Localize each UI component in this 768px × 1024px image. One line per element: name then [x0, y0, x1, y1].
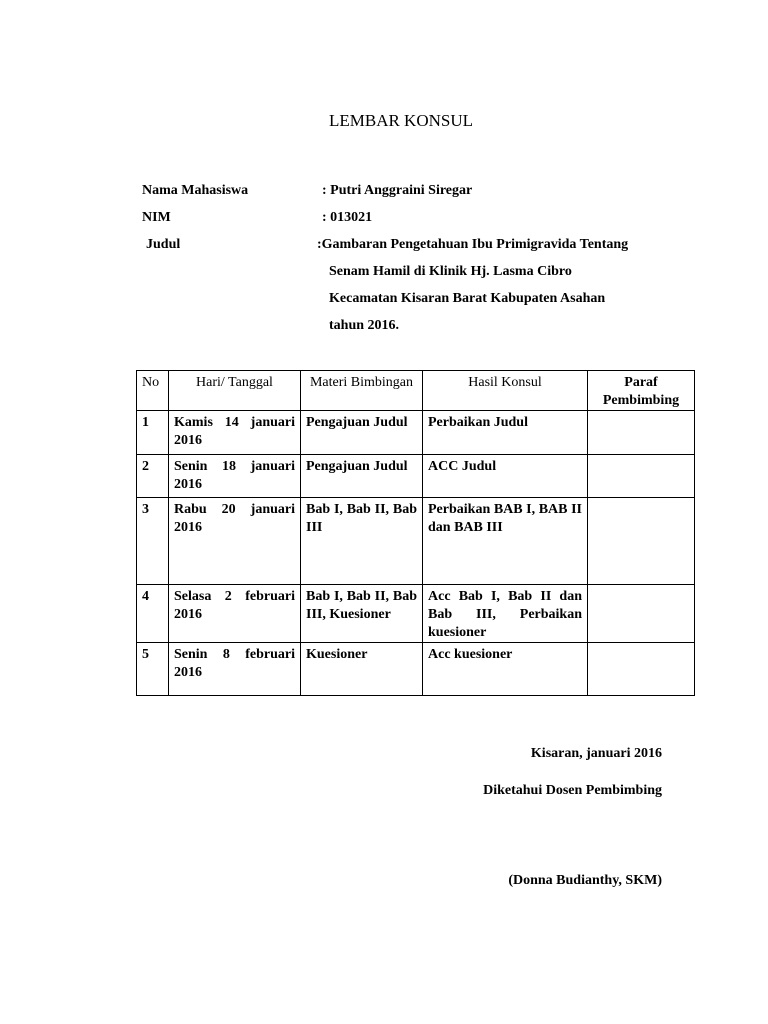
cell-tanggal: Rabu 20 januari 2016 [169, 498, 301, 585]
cell-materi: Kuesioner [301, 643, 423, 696]
cell-paraf [588, 643, 695, 696]
table-row [137, 585, 695, 643]
cell-hasil: Acc kuesioner [423, 643, 588, 696]
cell-no: 4 [137, 585, 169, 643]
judul-line-2: Senam Hamil di Klinik Hj. Lasma Cibro [329, 264, 572, 279]
page-title: LEMBAR KONSUL [328, 111, 474, 130]
judul-line-1: :Gambaran Pengetahuan Ibu Primigravida Tentang [317, 237, 629, 252]
cell-no: 2 [137, 455, 169, 498]
cell-hasil: Perbaikan Judul [423, 411, 588, 455]
nim-value: : 013021 [322, 210, 373, 225]
judul-label: Judul [146, 237, 181, 252]
nama-label: Nama Mahasiswa [142, 183, 249, 198]
cell-tanggal: Senin 8 februari 2016 [169, 643, 301, 696]
header-no: No [137, 371, 169, 411]
cell-tanggal: Kamis 14 januari 2016 [169, 411, 301, 455]
header-hasil: Hasil Konsul [423, 371, 588, 411]
cell-materi: Bab I, Bab II, Bab III, Kuesioner [301, 585, 423, 643]
cell-paraf [588, 411, 695, 455]
konsul-table [136, 370, 695, 696]
cell-paraf [588, 585, 695, 643]
cell-tanggal: Selasa 2 februari 2016 [169, 585, 301, 643]
cell-materi: Pengajuan Judul [301, 411, 423, 455]
cell-hasil: Acc Bab I, Bab II dan Bab III, Perbaikan kuesioner [423, 585, 588, 643]
cell-no: 1 [137, 411, 169, 455]
table-row [137, 643, 695, 696]
cell-hasil: ACC Judul [423, 455, 588, 498]
known-by: Diketahui Dosen Pembimbing [483, 783, 662, 798]
table-header-row [137, 371, 695, 411]
nim-label: NIM [142, 210, 171, 225]
nama-value: : Putri Anggraini Siregar [322, 183, 473, 198]
place-date: Kisaran, januari 2016 [530, 746, 662, 761]
cell-paraf [588, 498, 695, 585]
cell-paraf [588, 455, 695, 498]
cell-no: 3 [137, 498, 169, 585]
header-tanggal: Hari/ Tanggal [169, 371, 301, 411]
cell-hasil: Perbaikan BAB I, BAB II dan BAB III [423, 498, 588, 585]
header-materi: Materi Bimbingan [301, 371, 423, 411]
judul-line-4: tahun 2016. [329, 318, 400, 333]
table-row [137, 411, 695, 455]
signatory-name: (Donna Budianthy, SKM) [508, 873, 662, 888]
cell-tanggal: Senin 18 januari 2016 [169, 455, 301, 498]
cell-materi: Pengajuan Judul [301, 455, 423, 498]
cell-no: 5 [137, 643, 169, 696]
table-row [137, 455, 695, 498]
cell-materi: Bab I, Bab II, Bab III [301, 498, 423, 585]
table-row [137, 498, 695, 585]
header-paraf: Paraf Pembimbing [588, 371, 695, 411]
judul-line-3: Kecamatan Kisaran Barat Kabupaten Asahan [329, 291, 606, 306]
